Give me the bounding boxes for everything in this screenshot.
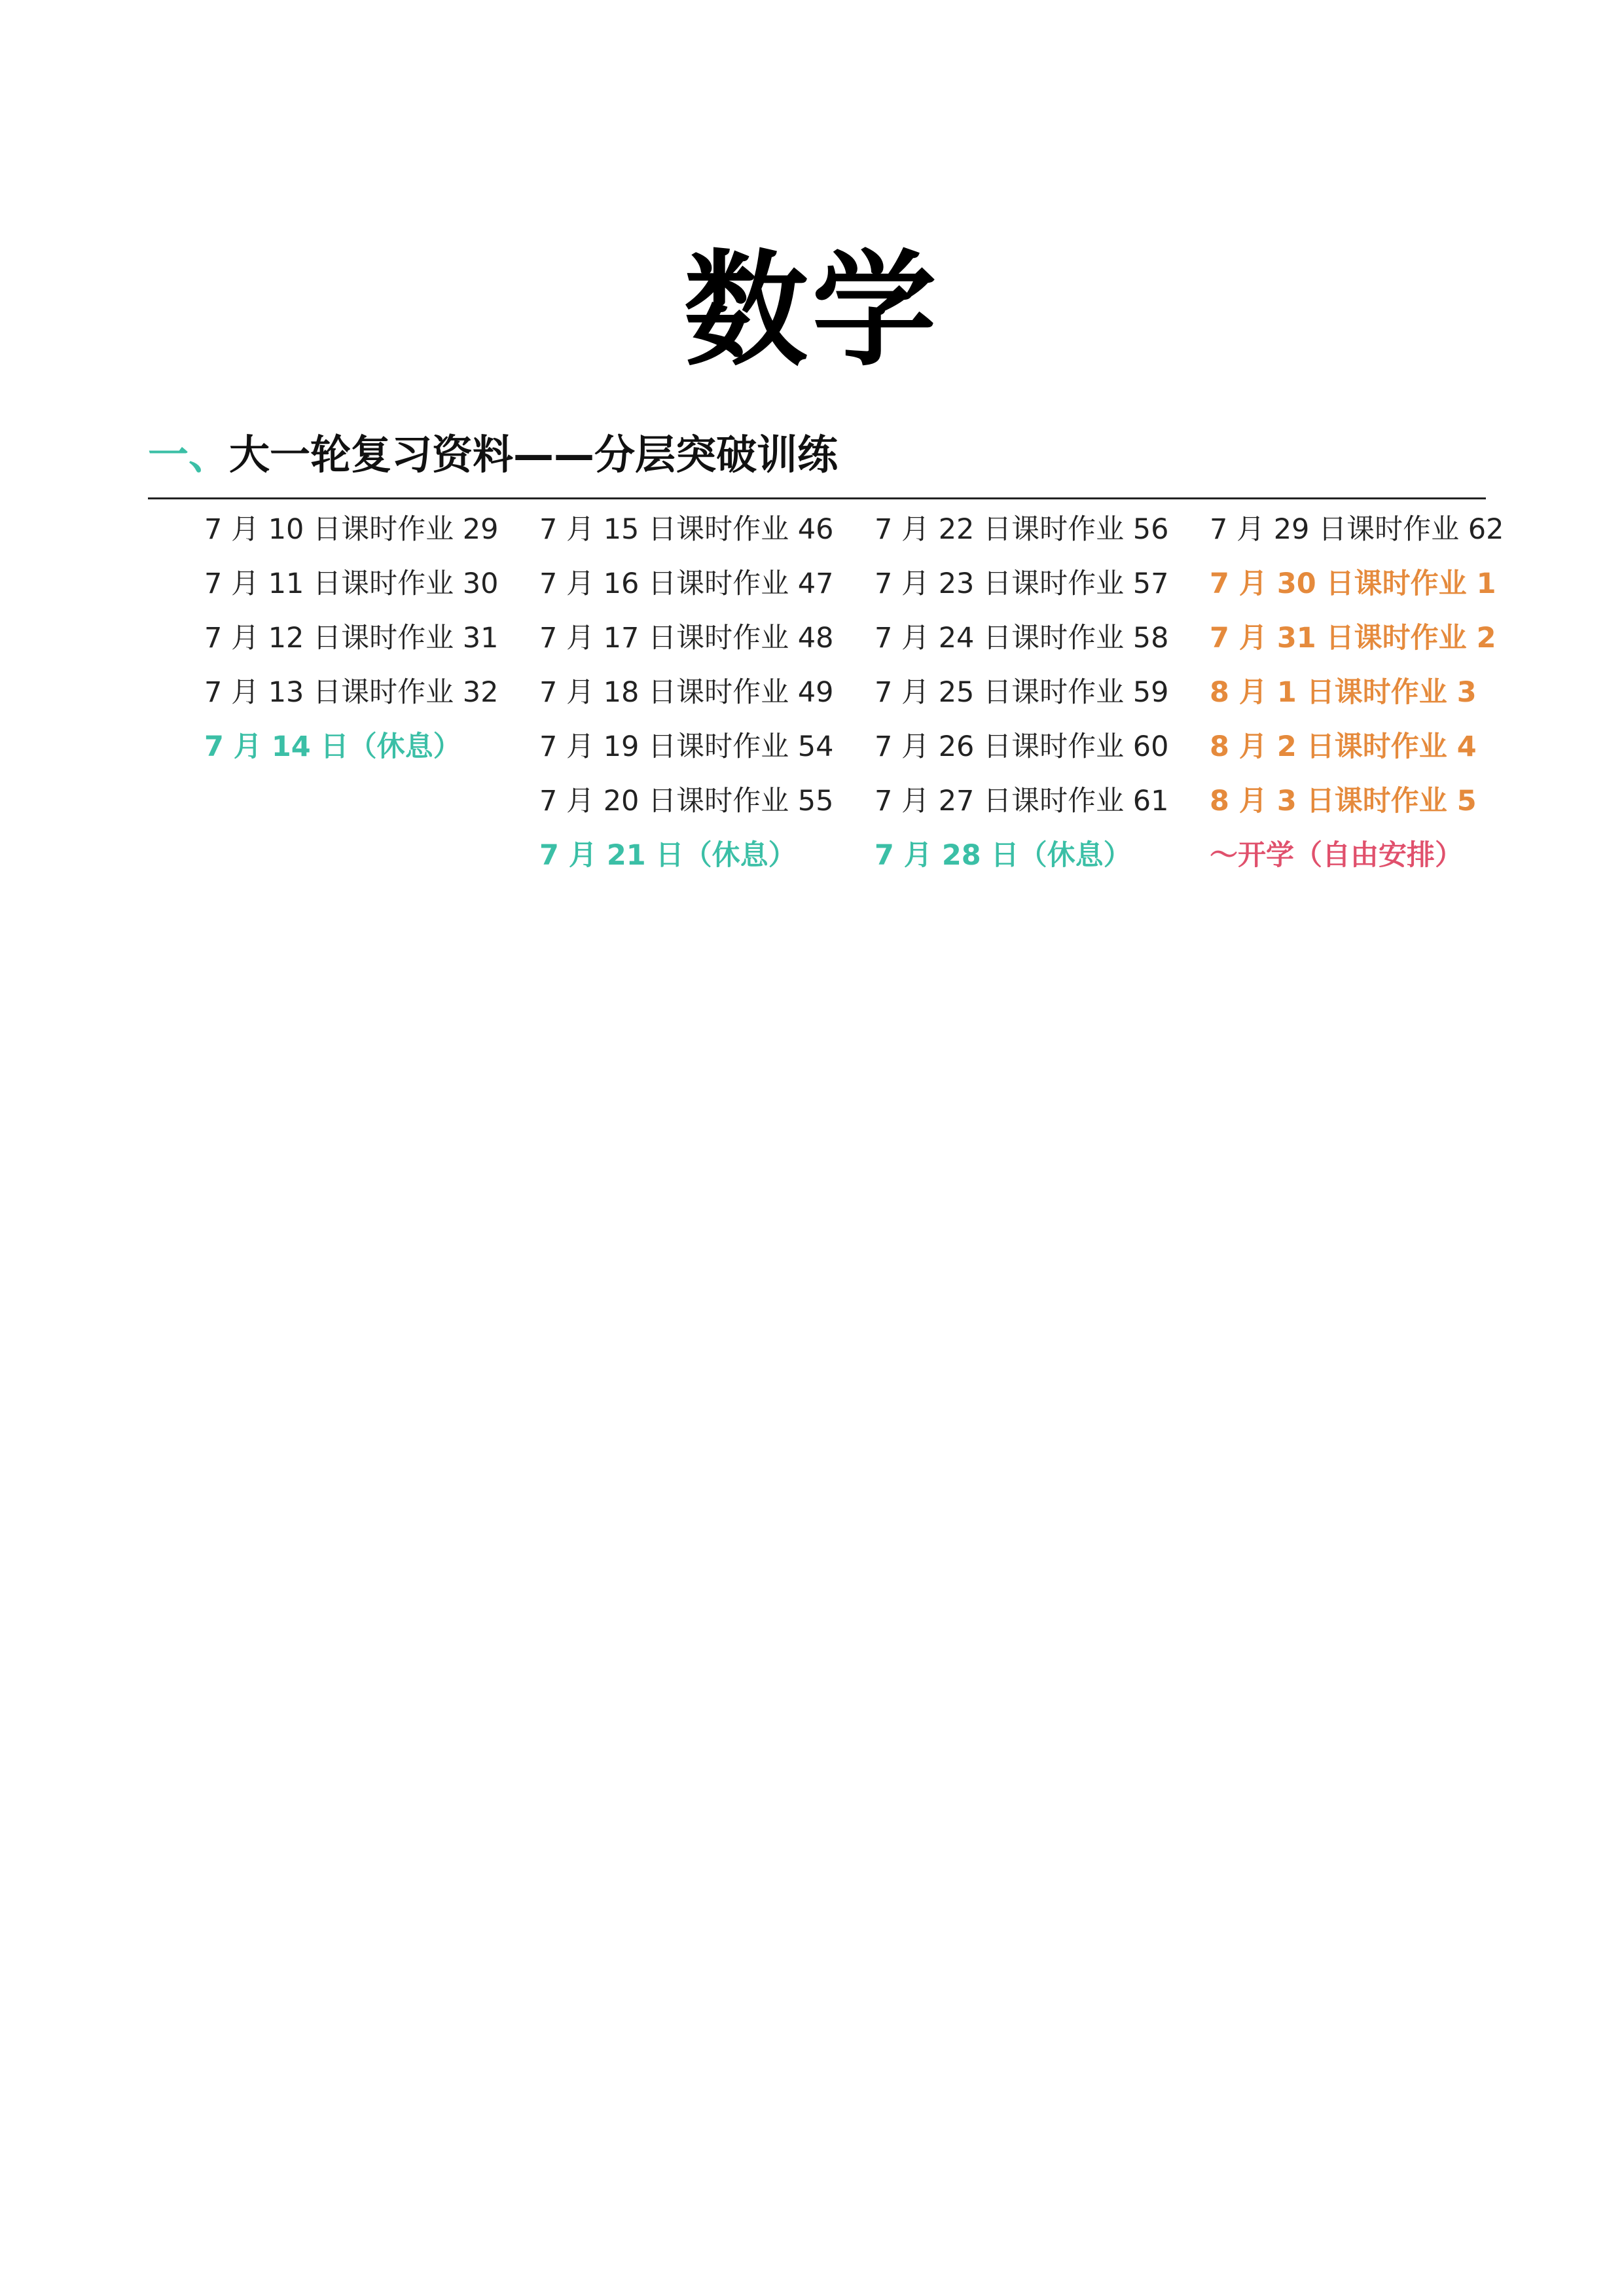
schedule-column-4 xyxy=(1210,503,1545,883)
rest-day-entry: 7 月 28 日（休息） xyxy=(875,839,1132,872)
highlighted-schedule-entry: 8 月 3 日课时作业 5 xyxy=(1210,785,1477,817)
schedule-entry: 7 月 23 日课时作业 57 xyxy=(875,567,1169,600)
highlighted-schedule-entry: 8 月 1 日课时作业 3 xyxy=(1210,676,1477,709)
schedule-entry: 7 月 26 日课时作业 60 xyxy=(875,730,1169,763)
schedule-entry: 7 月 22 日课时作业 56 xyxy=(875,513,1169,546)
rest-day-entry: 7 月 21 日（休息） xyxy=(539,839,797,872)
schedule-entry: 7 月 25 日课时作业 59 xyxy=(875,676,1169,709)
schedule-entry: 7 月 19 日课时作业 54 xyxy=(539,730,834,763)
section-title: 大一轮复习资料——分层突破训练 xyxy=(229,431,839,478)
schedule-entry: 7 月 15 日课时作业 46 xyxy=(539,513,834,546)
schedule-entry: 7 月 27 日课时作业 61 xyxy=(875,785,1169,817)
highlighted-schedule-entry: 8 月 2 日课时作业 4 xyxy=(1210,730,1477,763)
section-number: 一、 xyxy=(148,431,230,478)
schedule-column-3 xyxy=(875,503,1210,883)
highlighted-schedule-entry: 7 月 30 日课时作业 1 xyxy=(1210,567,1496,600)
page-title: 数学 xyxy=(683,238,941,383)
rest-day-entry: 7 月 14 日（休息） xyxy=(204,730,461,763)
schedule-column-2 xyxy=(539,503,875,883)
schedule-entry: 7 月 20 日课时作业 55 xyxy=(539,785,834,817)
free-arrangement-entry: ～开学（自由安排） xyxy=(1210,839,1463,872)
schedule-grid xyxy=(204,503,1504,883)
schedule-entry: 7 月 11 日课时作业 30 xyxy=(204,567,499,600)
schedule-entry: 7 月 18 日课时作业 49 xyxy=(539,676,834,709)
schedule-entry: 7 月 12 日课时作业 31 xyxy=(204,622,499,655)
schedule-entry: 7 月 29 日课时作业 62 xyxy=(1210,513,1504,546)
schedule-entry: 7 月 13 日课时作业 32 xyxy=(204,676,499,709)
schedule-entry: 7 月 17 日课时作业 48 xyxy=(539,622,834,655)
section-heading xyxy=(148,425,838,484)
schedule-entry: 7 月 10 日课时作业 29 xyxy=(204,513,499,546)
highlighted-schedule-entry: 7 月 31 日课时作业 2 xyxy=(1210,622,1496,655)
section-divider xyxy=(148,497,1486,499)
schedule-entry: 7 月 16 日课时作业 47 xyxy=(539,567,834,600)
schedule-column-1 xyxy=(204,503,539,883)
schedule-entry: 7 月 24 日课时作业 58 xyxy=(875,622,1169,655)
